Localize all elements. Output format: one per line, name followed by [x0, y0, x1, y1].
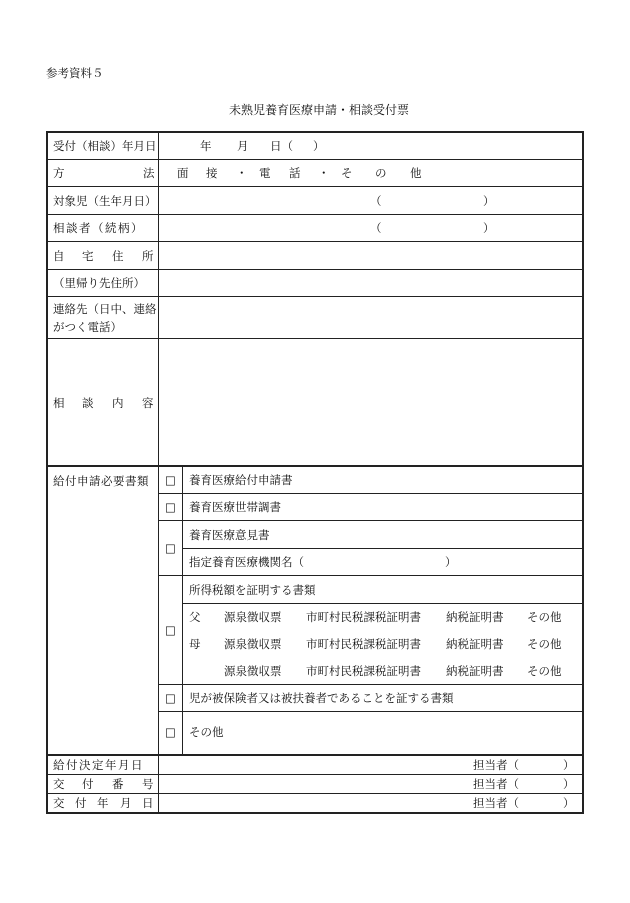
consultant-open: （ [370, 221, 382, 235]
mother-tax-payment: 納税証明書 [446, 637, 504, 651]
issue-date-char: 付 [75, 796, 87, 810]
method-option-char[interactable]: 電 [259, 166, 271, 180]
contact-label-line2: がつく電話） [53, 320, 122, 334]
method-option-char[interactable]: の [375, 166, 387, 180]
method-option-char[interactable]: そ [341, 166, 353, 180]
guardian-withholding: 源泉徴収票 [224, 664, 282, 678]
issue-date-char: 月 [120, 796, 132, 810]
tax-docs-checkbox[interactable]: □ [165, 623, 176, 637]
reception-year-unit[interactable]: 年 [200, 139, 212, 153]
issue-number-char: 交 [53, 777, 65, 791]
other-docs-checkbox[interactable]: □ [165, 725, 176, 739]
medical-opinion-item: 養育医療意見書 [189, 528, 270, 542]
insured-checkbox[interactable]: □ [165, 691, 176, 705]
reception-weekday-close: ） [313, 139, 325, 153]
method-option-char: ・ [318, 166, 330, 180]
household-survey-item: 養育医療世帯調書 [189, 500, 281, 514]
form-title: 未熟児養育医療申請・相談受付票 [229, 103, 410, 117]
staff-close: ） [563, 796, 575, 810]
method-option-char: ・ [236, 166, 248, 180]
return-address-label: （里帰り先住所） [53, 276, 145, 290]
target-child-open: （ [370, 194, 382, 208]
consult-content-char: 容 [142, 396, 154, 410]
household-checkbox[interactable]: □ [165, 500, 176, 514]
mother-other: その他 [527, 637, 562, 651]
mother-withholding: 源泉徴収票 [224, 637, 282, 651]
father-tax-payment: 納税証明書 [446, 610, 504, 624]
consult-content-char: 内 [112, 396, 124, 410]
method-label-left: 方 [53, 166, 65, 180]
mother-label: 母 [189, 637, 201, 651]
method-option-char[interactable]: 接 [206, 166, 218, 180]
father-municipal-tax: 市町村民税課税証明書 [306, 610, 421, 624]
staff-label: 担当者（ [473, 777, 519, 791]
method-label-right: 法 [143, 166, 155, 180]
decision-date-label: 給付決定年月日 [53, 758, 144, 772]
staff-close: ） [563, 758, 575, 772]
application-checkbox[interactable]: □ [165, 473, 176, 487]
father-withholding: 源泉徴収票 [224, 610, 282, 624]
consult-content-char: 談 [82, 396, 94, 410]
father-label: 父 [189, 610, 201, 624]
issue-number-char: 番 [112, 777, 124, 791]
staff-label: 担当者（ [473, 796, 519, 810]
staff-label: 担当者（ [473, 758, 519, 772]
reception-date-label: 受付（相談）年月日 [53, 139, 157, 153]
home-address-char: 自 [53, 249, 65, 263]
target-child-close: ） [483, 194, 495, 208]
consultant-close: ） [483, 221, 495, 235]
issue-number-char: 号 [142, 777, 154, 791]
reception-day-unit[interactable]: 日（ [270, 139, 293, 153]
method-option-char[interactable]: 話 [289, 166, 301, 180]
target-child-label: 対象児（生年月日） [53, 194, 157, 208]
mother-municipal-tax: 市町村民税課税証明書 [306, 637, 421, 651]
required-docs-label: 給付申請必要書類 [53, 474, 149, 488]
other-docs-item: その他 [189, 725, 224, 739]
insured-proof-item: 児が被保険者又は被扶養者であることを証する書類 [189, 691, 454, 705]
consultant-label: 相談者（続柄） [53, 221, 144, 235]
issue-date-char: 交 [53, 796, 65, 810]
institution-name-close: ） [445, 555, 457, 569]
home-address-char: 宅 [82, 249, 94, 263]
reference-label: 参考資料５ [46, 66, 104, 80]
issue-date-char: 日 [142, 796, 154, 810]
reception-month-unit[interactable]: 月 [237, 139, 249, 153]
consult-content-char: 相 [53, 396, 65, 410]
home-address-char: 所 [142, 249, 154, 263]
staff-close: ） [563, 777, 575, 791]
father-other: その他 [527, 610, 562, 624]
guardian-tax-payment: 納税証明書 [446, 664, 504, 678]
issue-number-char: 付 [82, 777, 94, 791]
tax-docs-title: 所得税額を証明する書類 [189, 583, 316, 597]
guardian-other: その他 [527, 664, 562, 678]
application-form-item: 養育医療給付申請書 [189, 473, 293, 487]
guardian-municipal-tax: 市町村民税課税証明書 [306, 664, 421, 678]
contact-label-line1: 連絡先（日中、連絡 [53, 302, 157, 316]
method-option-char[interactable]: 他 [410, 166, 422, 180]
method-option-char[interactable]: 面 [177, 166, 189, 180]
institution-name-label: 指定養育医療機関名（ [189, 555, 304, 569]
opinion-checkbox[interactable]: □ [165, 541, 176, 555]
home-address-char: 住 [112, 249, 124, 263]
issue-date-char: 年 [97, 796, 109, 810]
